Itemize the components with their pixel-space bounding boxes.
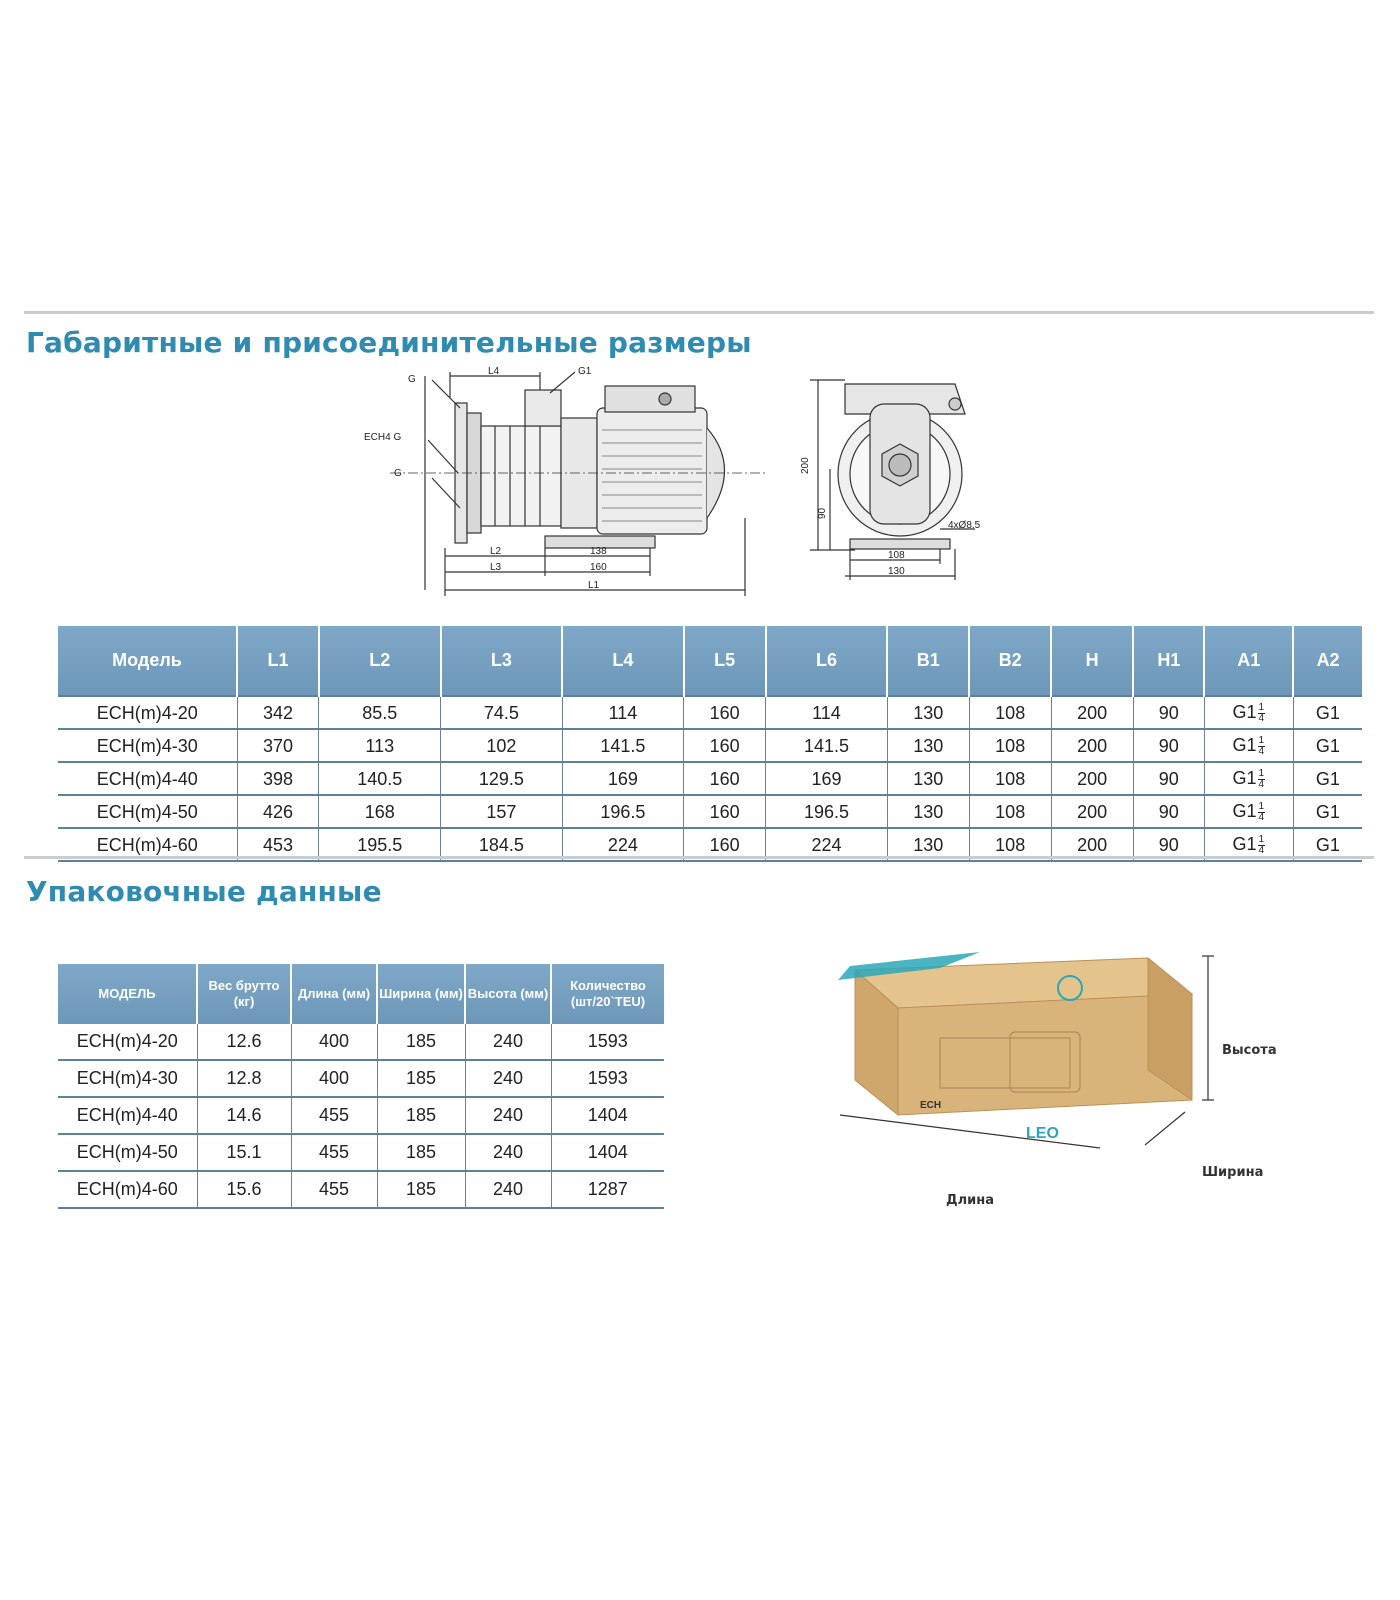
packing-table <box>58 964 664 1209</box>
package-box-illustration <box>830 940 1230 1180</box>
cell-value: G1 <box>1315 768 1340 789</box>
cell-value: 85.5 <box>362 702 398 723</box>
cell-l4 <box>562 795 684 828</box>
cell-value: 113 <box>365 735 395 756</box>
cell-b2 <box>969 795 1051 828</box>
cell-value: 74.5 <box>483 702 519 723</box>
cell-value: 130 <box>913 702 944 723</box>
pack-cell-model: ECH(m)4-20 <box>58 1024 197 1060</box>
cell-l1 <box>237 795 319 828</box>
cell-value: 168 <box>364 801 395 822</box>
label-200: 200 <box>800 457 811 474</box>
cell-value: ECH(m)4-20 <box>96 702 198 723</box>
label-holes: 4xØ8.5 <box>948 520 981 531</box>
cell-a1 <box>1204 762 1293 795</box>
cell-value: 157 <box>486 801 517 822</box>
cell-value: 130 <box>913 834 944 855</box>
cell-value: 90 <box>1158 834 1179 855</box>
pack-cell-height: 240 <box>465 1134 551 1171</box>
pack-cell-quantity: 1593 <box>551 1060 664 1097</box>
pack-cell-quantity: 1404 <box>551 1097 664 1134</box>
fraction-denominator: 4 <box>1258 745 1265 757</box>
cell-value: 141.5 <box>600 735 646 756</box>
pack-header-height: Высота (мм) <box>465 964 551 1024</box>
pack-header-weight: Вес брутто (кг) <box>197 964 291 1024</box>
pump-front-view-drawing <box>800 374 1030 604</box>
label-108: 108 <box>888 550 905 561</box>
cell-value: 453 <box>262 834 293 855</box>
cell-value: 160 <box>709 801 740 822</box>
cell-value: 108 <box>995 702 1026 723</box>
label-l1: L1 <box>588 580 600 591</box>
pump-side-view-drawing <box>364 366 770 616</box>
cell-a2 <box>1293 729 1362 762</box>
dimensions-title: Габаритные и присоединительные размеры <box>26 326 752 359</box>
cell-value: 90 <box>1158 768 1179 789</box>
cell-a2 <box>1293 795 1362 828</box>
fraction-numerator: 1 <box>1258 734 1265 746</box>
cell-value: ECH(m)4-60 <box>96 834 198 855</box>
packing-row <box>58 1097 664 1134</box>
pack-cell-width: 185 <box>377 1024 465 1060</box>
cell-a2 <box>1293 696 1362 729</box>
cell-value: ECH(m)4-30 <box>96 735 198 756</box>
cell-value: 102 <box>486 735 517 756</box>
cell-l3 <box>441 729 563 762</box>
pack-cell-weight: 12.8 <box>197 1060 291 1097</box>
cell-value: 108 <box>995 768 1026 789</box>
pack-cell-model: ECH(m)4-30 <box>58 1060 197 1097</box>
pack-cell-width: 185 <box>377 1171 465 1208</box>
cell-value: G1 <box>1232 801 1257 822</box>
cell-value: 130 <box>913 768 944 789</box>
cell-value: 398 <box>262 768 293 789</box>
label-130: 130 <box>888 566 905 577</box>
cell-value: 195.5 <box>357 834 403 855</box>
pack-cell-weight: 14.6 <box>197 1097 291 1134</box>
cell-value: G1 <box>1315 735 1340 756</box>
top-divider <box>24 311 1374 314</box>
pack-cell-model: ECH(m)4-60 <box>58 1171 197 1208</box>
cell-l1 <box>237 696 319 729</box>
cell-a1 <box>1204 795 1293 828</box>
cell-value: G1 <box>1232 834 1257 855</box>
packing-row <box>58 1060 664 1097</box>
fraction-numerator: 1 <box>1258 701 1265 713</box>
header-l4: L4 <box>562 626 684 696</box>
dimensions-row <box>58 795 1362 828</box>
cell-value: 129.5 <box>478 768 524 789</box>
cell-b1 <box>887 762 969 795</box>
label-90: 90 <box>817 507 828 519</box>
pack-cell-height: 240 <box>465 1060 551 1097</box>
pack-cell-weight: 12.6 <box>197 1024 291 1060</box>
cell-l1 <box>237 762 319 795</box>
packing-row <box>58 1024 664 1060</box>
fraction-quarter <box>1258 703 1266 724</box>
cell-value: 108 <box>995 801 1026 822</box>
middle-divider <box>24 856 1374 859</box>
cell-b1 <box>887 795 969 828</box>
label-160: 160 <box>590 562 607 573</box>
cell-value: 224 <box>607 834 638 855</box>
cell-b1 <box>887 729 969 762</box>
cell-value: 169 <box>607 768 638 789</box>
cell-l4 <box>562 696 684 729</box>
cell-value: 200 <box>1077 768 1108 789</box>
pack-header-quantity: Количество (шт/20`TEU) <box>551 964 664 1024</box>
box-height-label: Высота <box>1222 1043 1277 1058</box>
label-ech4: ECH4 G <box>364 432 402 443</box>
cell-l4 <box>562 729 684 762</box>
box-width-label: Ширина <box>1202 1165 1264 1180</box>
cell-value: 160 <box>709 768 740 789</box>
cell-l6 <box>766 696 888 729</box>
pack-cell-height: 240 <box>465 1171 551 1208</box>
cell-b2 <box>969 729 1051 762</box>
cell-value: 90 <box>1158 801 1179 822</box>
header-b1: B1 <box>887 626 969 696</box>
cell-value: 200 <box>1077 735 1108 756</box>
label-g-half-top: G <box>408 374 416 385</box>
pack-cell-height: 240 <box>465 1097 551 1134</box>
cell-h1 <box>1133 795 1204 828</box>
pack-cell-weight: 15.1 <box>197 1134 291 1171</box>
fraction-quarter <box>1258 769 1266 790</box>
pack-header-model: МОДЕЛЬ <box>58 964 197 1024</box>
cell-value: 130 <box>913 801 944 822</box>
cell-b2 <box>969 696 1051 729</box>
cell-l2 <box>319 696 441 729</box>
pack-cell-width: 185 <box>377 1097 465 1134</box>
cell-value: 200 <box>1077 702 1108 723</box>
fraction-denominator: 4 <box>1258 778 1265 790</box>
cell-h <box>1051 729 1133 762</box>
header-a1: A1 <box>1204 626 1293 696</box>
pack-cell-length: 400 <box>291 1060 377 1097</box>
box-length-label: Длина <box>946 1193 994 1208</box>
cell-l6 <box>766 795 888 828</box>
cell-h1 <box>1133 762 1204 795</box>
packing-row <box>58 1134 664 1171</box>
pack-cell-quantity: 1593 <box>551 1024 664 1060</box>
cell-b1 <box>887 696 969 729</box>
cell-l5 <box>684 729 766 762</box>
label-l2: L2 <box>490 546 502 557</box>
cell-model <box>58 795 237 828</box>
cell-value: 342 <box>262 702 293 723</box>
cell-h <box>1051 795 1133 828</box>
cell-l1 <box>237 729 319 762</box>
cell-value: 114 <box>608 702 638 723</box>
pack-cell-quantity: 1287 <box>551 1171 664 1208</box>
cell-value: 200 <box>1077 801 1108 822</box>
cell-value: G1 <box>1232 735 1257 756</box>
cell-value: 426 <box>262 801 293 822</box>
cell-l5 <box>684 795 766 828</box>
packing-title: Упаковочные данные <box>26 875 382 908</box>
cell-l5 <box>684 762 766 795</box>
dimensions-row <box>58 729 1362 762</box>
cell-l3 <box>441 762 563 795</box>
fraction-quarter <box>1258 736 1266 757</box>
cell-model <box>58 696 237 729</box>
pack-cell-length: 455 <box>291 1171 377 1208</box>
cell-value: 160 <box>709 834 740 855</box>
cell-l2 <box>319 795 441 828</box>
pack-cell-weight: 15.6 <box>197 1171 291 1208</box>
cell-value: ECH(m)4-50 <box>96 801 198 822</box>
header-h1: H1 <box>1133 626 1204 696</box>
cell-model <box>58 729 237 762</box>
cell-l3 <box>441 795 563 828</box>
header-l6: L6 <box>766 626 888 696</box>
cell-value: 196.5 <box>803 801 849 822</box>
cell-value: 370 <box>262 735 293 756</box>
dimensions-table <box>58 626 1362 862</box>
cell-l4 <box>562 762 684 795</box>
cell-h1 <box>1133 729 1204 762</box>
cell-value: 130 <box>913 735 944 756</box>
header-b2: B2 <box>969 626 1051 696</box>
cell-value: G1 <box>1315 702 1340 723</box>
cell-l3 <box>441 696 563 729</box>
cell-value: G1 <box>1232 768 1257 789</box>
pack-cell-length: 455 <box>291 1097 377 1134</box>
label-l3: L3 <box>490 562 502 573</box>
fraction-denominator: 4 <box>1258 844 1265 856</box>
cell-value: 200 <box>1077 834 1108 855</box>
cell-value: 160 <box>709 735 740 756</box>
cell-value: 184.5 <box>478 834 524 855</box>
cell-value: G1 <box>1315 834 1340 855</box>
packing-header-row <box>58 964 664 1024</box>
cell-value: 224 <box>811 834 842 855</box>
pack-cell-model: ECH(m)4-40 <box>58 1097 197 1134</box>
header-model: Модель <box>58 626 237 696</box>
fraction-quarter <box>1258 802 1266 823</box>
cell-value: 108 <box>995 834 1026 855</box>
pack-cell-height: 240 <box>465 1024 551 1060</box>
cell-h1 <box>1133 696 1204 729</box>
cell-value: 108 <box>995 735 1026 756</box>
cell-l5 <box>684 696 766 729</box>
pack-cell-length: 455 <box>291 1134 377 1171</box>
fraction-numerator: 1 <box>1258 833 1265 845</box>
fraction-numerator: 1 <box>1258 767 1265 779</box>
cell-b2 <box>969 762 1051 795</box>
cell-value: ECH(m)4-40 <box>96 768 198 789</box>
dimensions-header-row <box>58 626 1362 696</box>
cell-a2 <box>1293 762 1362 795</box>
pack-cell-width: 185 <box>377 1134 465 1171</box>
cell-value: 90 <box>1158 702 1179 723</box>
box-brand-logo: LEO <box>1026 1125 1059 1142</box>
cell-value: 169 <box>811 768 842 789</box>
cell-value: 141.5 <box>803 735 849 756</box>
fraction-denominator: 4 <box>1258 811 1265 823</box>
header-h: H <box>1051 626 1133 696</box>
cell-value: 114 <box>812 702 841 723</box>
cell-a1 <box>1204 729 1293 762</box>
pack-cell-width: 185 <box>377 1060 465 1097</box>
fraction-quarter <box>1258 835 1266 856</box>
cell-model <box>58 762 237 795</box>
label-g-half-bottom: G <box>394 468 402 479</box>
header-l2: L2 <box>319 626 441 696</box>
header-l1: L1 <box>237 626 319 696</box>
cell-value: 140.5 <box>357 768 403 789</box>
dimensions-row <box>58 762 1362 795</box>
cell-h <box>1051 696 1133 729</box>
dimensions-row <box>58 696 1362 729</box>
header-a2: A2 <box>1293 626 1362 696</box>
cell-value: 90 <box>1158 735 1179 756</box>
label-g1: G1 <box>578 366 592 377</box>
cell-h <box>1051 762 1133 795</box>
cell-l6 <box>766 762 888 795</box>
cell-l6 <box>766 729 888 762</box>
cell-value: G1 <box>1315 801 1340 822</box>
cell-a1 <box>1204 696 1293 729</box>
cell-l2 <box>319 762 441 795</box>
header-l3: L3 <box>441 626 563 696</box>
header-l5: L5 <box>684 626 766 696</box>
cell-value: G1 <box>1232 702 1257 723</box>
box-series-text: ECH <box>920 1100 942 1111</box>
packing-row <box>58 1171 664 1208</box>
pack-header-width: Ширина (мм) <box>377 964 465 1024</box>
cell-l2 <box>319 729 441 762</box>
label-l4: L4 <box>488 366 500 377</box>
pack-cell-model: ECH(m)4-50 <box>58 1134 197 1171</box>
pack-header-length: Длина (мм) <box>291 964 377 1024</box>
pack-cell-quantity: 1404 <box>551 1134 664 1171</box>
label-138: 138 <box>590 546 607 557</box>
fraction-denominator: 4 <box>1258 712 1265 724</box>
cell-value: 196.5 <box>600 801 646 822</box>
fraction-numerator: 1 <box>1258 800 1265 812</box>
cell-value: 160 <box>709 702 740 723</box>
pack-cell-length: 400 <box>291 1024 377 1060</box>
